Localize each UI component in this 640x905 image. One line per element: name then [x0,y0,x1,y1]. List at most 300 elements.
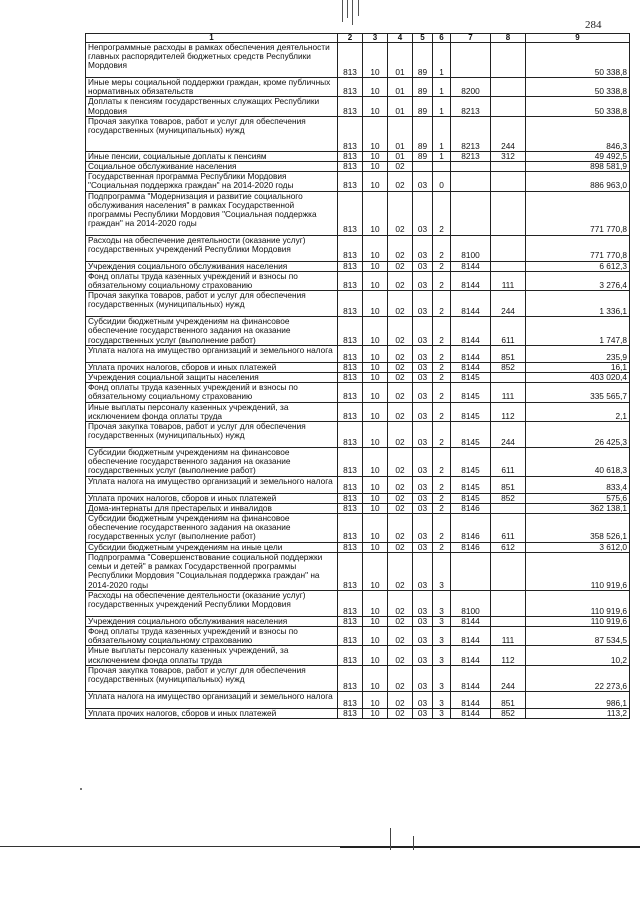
row-ministry: 813 [338,162,363,172]
row-program: 03 [413,542,433,552]
row-name: Иные меры социальной поддержки граждан, кроме публичных нормативных обязательств [86,78,338,97]
row-name: Расходы на обеспечение деятельности (оказание услуг) государственных учреждений Республики Мордовия [86,235,338,261]
row-target: 8146 [451,514,491,543]
row-target: 8144 [451,626,491,645]
table-row [86,542,630,552]
row-subsection: 01 [388,151,413,161]
row-name: Субсидии бюджетным учреждениям на финансовое обеспечение государственного задания на оказание государственных услуг (выполнение работ) [86,448,338,477]
header-col-subprogram: 6 [433,34,451,43]
row-amount: 898 581,9 [526,162,630,172]
row-subsection: 01 [388,116,413,151]
row-program [413,162,433,172]
row-subsection: 02 [388,448,413,477]
row-section: 10 [363,151,388,161]
row-expense-type: 852 [491,362,526,372]
row-ministry: 813 [338,503,363,513]
row-amount: 49 492,5 [526,151,630,161]
row-amount: 3 276,4 [526,271,630,290]
row-amount: 110 919,6 [526,590,630,616]
row-name: Субсидии бюджетным учреждениям на финансовое обеспечение государственного задания на оказание государственных услуг (выполнение работ) [86,317,338,346]
row-program: 89 [413,151,433,161]
row-target: 8145 [451,383,491,402]
row-ministry: 813 [338,383,363,402]
table-row [86,646,630,665]
row-name: Учреждения социального обслуживания населения [86,616,338,626]
row-target [451,162,491,172]
row-expense-type: 852 [491,708,526,718]
row-section: 10 [363,616,388,626]
row-target: 8144 [451,646,491,665]
row-name: Непрограммные расходы в рамках обеспечения деятельности главных распорядителей бюджетных средств Республики Мордовия [86,43,338,78]
table-row [86,448,630,477]
table-row [86,626,630,645]
row-program: 03 [413,503,433,513]
row-ministry: 813 [338,43,363,78]
row-subsection: 02 [388,646,413,665]
row-ministry: 813 [338,362,363,372]
row-program: 03 [413,665,433,691]
table-row [86,362,630,372]
row-program: 03 [413,235,433,261]
row-name: Фонд оплаты труда казенных учреждений и взносы по обязательному социальному страхованию [86,626,338,645]
row-ministry: 813 [338,646,363,665]
table-row [86,116,630,151]
row-expense-type: 312 [491,151,526,161]
row-subsection: 01 [388,78,413,97]
row-subsection: 02 [388,362,413,372]
row-amount: 403 020,4 [526,373,630,383]
table-row [86,422,630,448]
table-row [86,665,630,691]
row-target: 8144 [451,317,491,346]
row-ministry: 813 [338,493,363,503]
row-target: 8213 [451,116,491,151]
row-subsection: 02 [388,476,413,493]
row-ministry: 813 [338,514,363,543]
row-ministry: 813 [338,261,363,271]
row-subprogram: 2 [433,493,451,503]
row-target: 8145 [451,448,491,477]
row-subprogram: 2 [433,261,451,271]
row-target: 8144 [451,708,491,718]
table-row [86,402,630,421]
row-program: 03 [413,317,433,346]
row-subsection: 02 [388,162,413,172]
row-ministry: 813 [338,116,363,151]
row-subprogram: 2 [433,383,451,402]
row-subsection: 02 [388,493,413,503]
row-expense-type [491,261,526,271]
row-target: 8145 [451,373,491,383]
row-subsection: 01 [388,43,413,78]
row-subprogram: 3 [433,552,451,590]
table-header-row [86,34,630,43]
row-amount: 2,1 [526,402,630,421]
row-target: 8144 [451,271,491,290]
row-ministry: 813 [338,317,363,346]
row-program: 03 [413,493,433,503]
row-target: 8144 [451,362,491,372]
row-target: 8144 [451,616,491,626]
row-target: 8213 [451,97,491,116]
row-expense-type [491,373,526,383]
row-expense-type: 112 [491,402,526,421]
table-row [86,590,630,616]
row-subsection: 01 [388,97,413,116]
row-subprogram: 0 [433,172,451,191]
row-subprogram: 2 [433,542,451,552]
row-subsection: 02 [388,503,413,513]
row-name: Прочая закупка товаров, работ и услуг для обеспечения государственных (муниципальных) нужд [86,291,338,317]
row-ministry: 813 [338,291,363,317]
row-expense-type [491,172,526,191]
row-expense-type [491,552,526,590]
row-name: Субсидии бюджетным учреждениям на финансовое обеспечение государственного задания на оказание государственных услуг (выполнение работ) [86,514,338,543]
row-expense-type [491,191,526,235]
row-expense-type [491,616,526,626]
header-col-subsection: 4 [388,34,413,43]
row-section: 10 [363,261,388,271]
row-subprogram: 2 [433,317,451,346]
row-target [451,172,491,191]
row-target: 8213 [451,151,491,161]
row-name: Учреждения социального обслуживания населения [86,261,338,271]
row-ministry: 813 [338,373,363,383]
row-section: 10 [363,402,388,421]
row-amount: 16,1 [526,362,630,372]
table-row [86,373,630,383]
row-subsection: 02 [388,261,413,271]
row-subprogram [433,162,451,172]
row-amount: 50 338,8 [526,97,630,116]
row-ministry: 813 [338,97,363,116]
row-name: Подпрограмма "Совершенствование социальной поддержки семьи и детей" в рамках Государственной программы Республики Мордовия "Социальная поддержка граждан" на 2014-2020 годы [86,552,338,590]
row-section: 10 [363,345,388,362]
row-amount: 886 963,0 [526,172,630,191]
row-name: Уплата налога на имущество организаций и земельного налога [86,345,338,362]
row-expense-type: 111 [491,383,526,402]
row-section: 10 [363,271,388,290]
row-amount: 110 919,6 [526,552,630,590]
row-program: 89 [413,43,433,78]
row-subprogram: 3 [433,665,451,691]
row-program: 03 [413,552,433,590]
row-amount: 235,9 [526,345,630,362]
row-amount: 50 338,8 [526,43,630,78]
row-expense-type [491,503,526,513]
table-row [86,191,630,235]
table-row [86,78,630,97]
row-target: 8145 [451,422,491,448]
scan-footer-lines [0,846,640,852]
row-subsection: 02 [388,626,413,645]
row-name: Фонд оплаты труда казенных учреждений и взносы по обязательному социальному страхованию [86,271,338,290]
row-subsection: 02 [388,616,413,626]
row-program: 03 [413,383,433,402]
header-col-section: 3 [363,34,388,43]
row-name: Иные выплаты персоналу казенных учреждений, за исключением фонда оплаты труда [86,646,338,665]
row-target: 8200 [451,78,491,97]
row-subsection: 02 [388,235,413,261]
row-subprogram: 2 [433,362,451,372]
row-ministry: 813 [338,422,363,448]
row-name: Фонд оплаты труда казенных учреждений и взносы по обязательному социальному страхованию [86,383,338,402]
scan-binding-mark [338,0,366,26]
table-row [86,271,630,290]
row-subsection: 02 [388,271,413,290]
row-subprogram: 3 [433,590,451,616]
row-target: 8144 [451,345,491,362]
row-subprogram: 1 [433,97,451,116]
row-expense-type: 611 [491,514,526,543]
table-row [86,503,630,513]
row-subprogram: 2 [433,514,451,543]
row-subprogram: 3 [433,708,451,718]
row-expense-type: 611 [491,317,526,346]
page-number: 284 [585,19,602,31]
row-section: 10 [363,235,388,261]
row-subprogram: 2 [433,235,451,261]
row-subprogram: 1 [433,116,451,151]
row-amount: 358 526,1 [526,514,630,543]
row-section: 10 [363,503,388,513]
row-subsection: 02 [388,552,413,590]
row-program: 03 [413,172,433,191]
row-expense-type: 112 [491,646,526,665]
row-subprogram: 2 [433,402,451,421]
table-body [86,43,630,719]
row-section: 10 [363,383,388,402]
row-subprogram: 2 [433,422,451,448]
row-amount: 986,1 [526,691,630,708]
row-target: 8100 [451,590,491,616]
row-section: 10 [363,78,388,97]
row-section: 10 [363,552,388,590]
row-amount: 846,3 [526,116,630,151]
row-expense-type: 612 [491,542,526,552]
row-name: Расходы на обеспечение деятельности (оказание услуг) государственных учреждений Республики Мордовия [86,590,338,616]
row-subprogram: 3 [433,616,451,626]
row-name: Учреждения социальной защиты населения [86,373,338,383]
header-col-ministry: 2 [338,34,363,43]
row-expense-type [491,235,526,261]
table-row [86,345,630,362]
header-col-amount: 9 [526,34,630,43]
table-row [86,97,630,116]
row-amount: 113,2 [526,708,630,718]
row-expense-type [491,162,526,172]
row-expense-type [491,78,526,97]
row-amount: 110 919,6 [526,616,630,626]
row-name: Социальное обслуживание населения [86,162,338,172]
row-subsection: 02 [388,383,413,402]
row-section: 10 [363,665,388,691]
row-ministry: 813 [338,345,363,362]
row-subprogram: 2 [433,448,451,477]
row-program: 89 [413,78,433,97]
row-amount: 26 425,3 [526,422,630,448]
row-target: 8145 [451,493,491,503]
row-subprogram: 2 [433,503,451,513]
row-program: 89 [413,116,433,151]
row-amount: 50 338,8 [526,78,630,97]
scan-margin-mark [80,788,82,790]
row-subprogram: 1 [433,43,451,78]
row-target: 8146 [451,542,491,552]
row-section: 10 [363,476,388,493]
table-row [86,43,630,78]
row-section: 10 [363,162,388,172]
row-subsection: 02 [388,542,413,552]
row-section: 10 [363,191,388,235]
row-target: 8145 [451,402,491,421]
table-row [86,162,630,172]
row-program: 03 [413,261,433,271]
row-amount: 3 612,0 [526,542,630,552]
header-col-name: 1 [86,34,338,43]
row-name: Уплата прочих налогов, сборов и иных платежей [86,362,338,372]
row-target: 8144 [451,291,491,317]
row-section: 10 [363,362,388,372]
row-name: Дома-интернаты для престарелых и инвалидов [86,503,338,513]
row-section: 10 [363,291,388,317]
table-row [86,235,630,261]
row-subsection: 02 [388,373,413,383]
table-row [86,172,630,191]
row-program: 89 [413,97,433,116]
row-subsection: 02 [388,708,413,718]
row-expense-type: 244 [491,422,526,448]
row-section: 10 [363,646,388,665]
row-expense-type [491,590,526,616]
row-expense-type: 851 [491,476,526,493]
row-expense-type: 852 [491,493,526,503]
table-row [86,383,630,402]
row-expense-type: 611 [491,448,526,477]
row-program: 03 [413,291,433,317]
row-section: 10 [363,493,388,503]
row-subprogram: 1 [433,78,451,97]
row-section: 10 [363,691,388,708]
row-amount: 335 565,7 [526,383,630,402]
row-program: 03 [413,646,433,665]
row-ministry: 813 [338,708,363,718]
row-name: Уплата налога на имущество организаций и земельного налога [86,476,338,493]
table-row [86,552,630,590]
row-subsection: 02 [388,345,413,362]
row-target [451,43,491,78]
row-program: 03 [413,448,433,477]
row-expense-type: 244 [491,116,526,151]
table-row [86,514,630,543]
row-expense-type [491,97,526,116]
row-expense-type: 111 [491,271,526,290]
row-expense-type: 244 [491,665,526,691]
row-program: 03 [413,626,433,645]
row-subprogram: 2 [433,345,451,362]
row-target: 8144 [451,691,491,708]
row-amount: 1 747,8 [526,317,630,346]
row-subprogram: 3 [433,626,451,645]
row-ministry: 813 [338,402,363,421]
row-program: 03 [413,616,433,626]
row-target: 8144 [451,261,491,271]
row-subprogram: 2 [433,373,451,383]
row-name: Субсидии бюджетным учреждениям на иные цели [86,542,338,552]
table-row [86,317,630,346]
table-row [86,708,630,718]
row-name: Подпрограмма "Модернизация и развитие социального обслуживания населения" в рамках Государственной программы Республики Мордовия "Социальная поддержка граждан" на 2014-2020 годы [86,191,338,235]
row-program: 03 [413,708,433,718]
row-target: 8146 [451,503,491,513]
row-subprogram: 2 [433,191,451,235]
row-subsection: 02 [388,590,413,616]
row-ministry: 813 [338,542,363,552]
row-subsection: 02 [388,691,413,708]
row-name: Иные пенсии, социальные доплаты к пенсиям [86,151,338,161]
row-subsection: 02 [388,402,413,421]
table-row [86,493,630,503]
row-section: 10 [363,448,388,477]
row-section: 10 [363,97,388,116]
row-subprogram: 2 [433,271,451,290]
row-ministry: 813 [338,271,363,290]
row-ministry: 813 [338,691,363,708]
row-amount: 87 534,5 [526,626,630,645]
row-subsection: 02 [388,665,413,691]
row-section: 10 [363,708,388,718]
row-amount: 6 612,3 [526,261,630,271]
row-expense-type: 851 [491,345,526,362]
row-name: Государственная программа Республики Мордовия "Социальная поддержка граждан" на 2014-2020 годы [86,172,338,191]
row-program: 03 [413,422,433,448]
budget-table [85,33,630,719]
row-ministry: 813 [338,172,363,191]
row-name: Прочая закупка товаров, работ и услуг для обеспечения государственных (муниципальных) нужд [86,422,338,448]
table-row [86,691,630,708]
row-subsection: 02 [388,514,413,543]
row-section: 10 [363,43,388,78]
row-amount: 575,6 [526,493,630,503]
row-section: 10 [363,172,388,191]
row-ministry: 813 [338,616,363,626]
row-program: 03 [413,514,433,543]
row-ministry: 813 [338,448,363,477]
row-target: 8100 [451,235,491,261]
row-expense-type: 851 [491,691,526,708]
row-ministry: 813 [338,552,363,590]
row-name: Уплата прочих налогов, сборов и иных платежей [86,493,338,503]
row-section: 10 [363,626,388,645]
row-program: 03 [413,271,433,290]
row-name: Доплаты к пенсиям государственных служащих Республики Мордовия [86,97,338,116]
row-subprogram: 2 [433,291,451,317]
row-ministry: 813 [338,476,363,493]
row-ministry: 813 [338,235,363,261]
row-ministry: 813 [338,151,363,161]
row-expense-type: 111 [491,626,526,645]
header-col-expense-type: 8 [491,34,526,43]
row-name: Уплата прочих налогов, сборов и иных платежей [86,708,338,718]
row-section: 10 [363,116,388,151]
table-row [86,291,630,317]
row-section: 10 [363,542,388,552]
row-subsection: 02 [388,291,413,317]
header-col-target: 7 [451,34,491,43]
row-subprogram: 3 [433,691,451,708]
row-subprogram: 3 [433,646,451,665]
row-target [451,552,491,590]
